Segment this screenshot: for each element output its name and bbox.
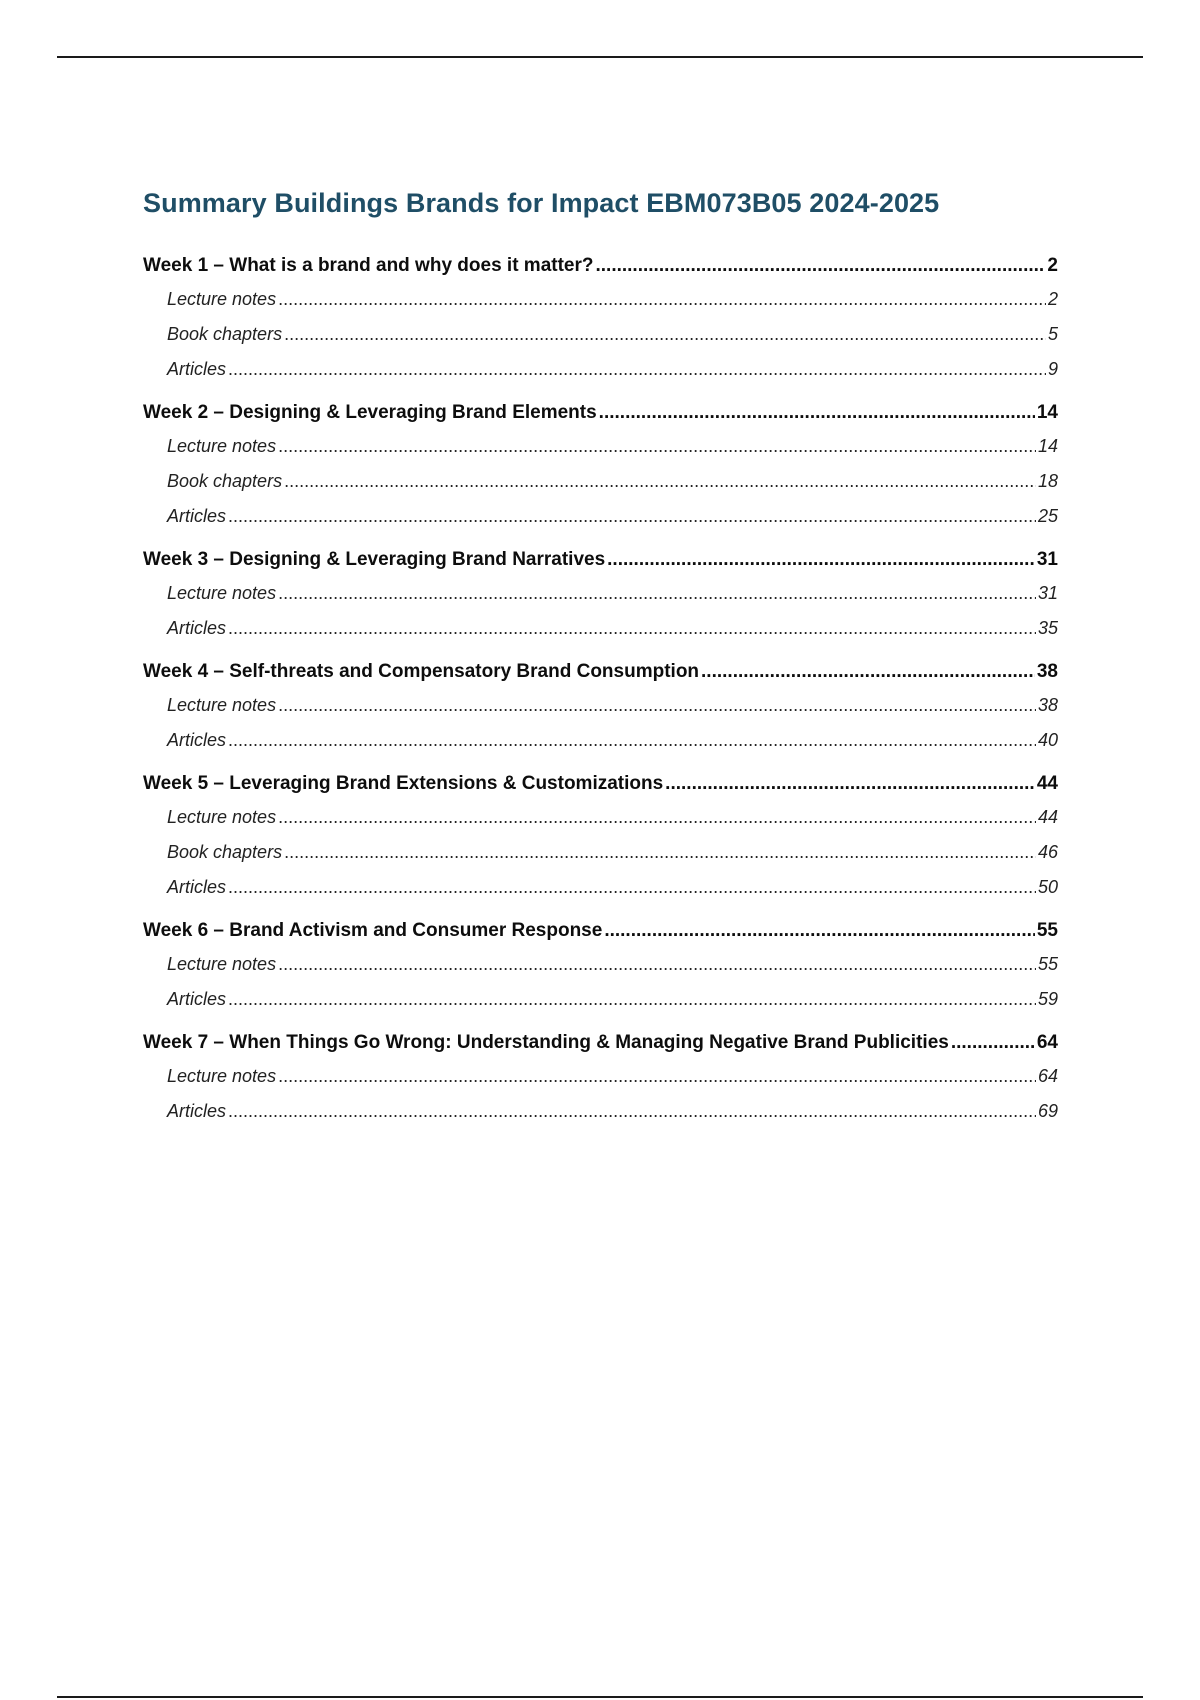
toc-entry-label: Articles [167,730,227,750]
toc-entry-label: Book chapters [167,471,283,491]
toc-entry-label: Lecture notes [167,436,277,456]
toc-entry-label: Lecture notes [167,954,277,974]
toc-entry-link[interactable] [143,464,1058,499]
dot-leader [228,352,1046,387]
toc-heading-label: Week 4 – Self-threats and Compensatory Brand Consumption [143,661,700,682]
toc-heading-label: Week 6 – Brand Activism and Consumer Response [143,920,603,941]
toc-entry-label: Book chapters [167,324,283,344]
dot-leader [951,1027,1035,1059]
toc-entry-label: Articles [167,1101,227,1121]
toc-heading-label: Week 1 – What is a brand and why does it matter? [143,255,594,276]
toc-entry-label: Lecture notes [167,583,277,603]
toc-page-number: 31 [1037,583,1058,603]
toc-entry-label: Lecture notes [167,695,277,715]
toc-entry-label: Articles [167,877,227,897]
dot-leader [607,544,1035,576]
toc-heading-link[interactable] [143,1027,1058,1059]
toc-week-4 [143,656,1058,758]
toc-page-number: 38 [1036,661,1058,682]
toc-week-5 [143,768,1058,905]
toc-heading-label: Week 5 – Leveraging Brand Extensions & Customizations [143,773,664,794]
dot-leader [604,915,1035,947]
dot-leader [278,576,1036,611]
dot-leader [228,723,1036,758]
dot-leader [278,429,1036,464]
toc-page-number: 44 [1036,773,1058,794]
toc-heading-link[interactable] [143,915,1058,947]
toc-heading-label: Week 7 – When Things Go Wrong: Understanding & Managing Negative Brand Publicities [143,1032,949,1053]
toc-week-1 [143,250,1058,387]
toc-entry-link[interactable] [143,429,1058,464]
dot-leader [278,800,1036,835]
toc-entry-label: Articles [167,359,227,379]
toc-page-number: 5 [1047,324,1058,344]
toc-page-number: 31 [1036,549,1058,570]
toc-heading-label: Week 2 – Designing & Leveraging Brand Elements [143,402,597,423]
toc-entry-label: Articles [167,618,227,638]
dot-leader [284,464,1036,499]
dot-leader [278,688,1036,723]
toc-page-number: 38 [1037,695,1058,715]
dot-leader [284,835,1036,870]
table-of-contents [143,250,1058,1129]
toc-entry-link[interactable] [143,870,1058,905]
toc-page-number: 50 [1037,877,1058,897]
toc-page-number: 44 [1037,807,1058,827]
toc-page-number: 2 [1047,289,1058,309]
page-title: Summary Buildings Brands for Impact EBM073B05 2024-2025 [143,188,940,218]
dot-leader [228,982,1036,1017]
toc-entry-link[interactable] [143,723,1058,758]
toc-week-6 [143,915,1058,1017]
toc-entry-label: Book chapters [167,842,283,862]
dot-leader [228,611,1036,646]
toc-page-number: 18 [1037,471,1058,491]
toc-entry-label: Articles [167,989,227,1009]
toc-entry-label: Lecture notes [167,1066,277,1086]
toc-page-number: 59 [1037,989,1058,1009]
dot-leader [228,870,1036,905]
toc-entry-link[interactable] [143,688,1058,723]
toc-week-7 [143,1027,1058,1129]
toc-week-3 [143,544,1058,646]
toc-entry-link[interactable] [143,800,1058,835]
toc-page-number: 25 [1037,506,1058,526]
toc-entry-label: Lecture notes [167,289,277,309]
header-rule [57,56,1143,58]
toc-entry-link[interactable] [143,1094,1058,1129]
toc-entry-link[interactable] [143,611,1058,646]
toc-entry-link[interactable] [143,317,1058,352]
toc-week-2 [143,397,1058,534]
toc-page-number: 64 [1036,1032,1058,1053]
toc-page-number: 46 [1037,842,1058,862]
toc-entry-link[interactable] [143,499,1058,534]
toc-heading-link[interactable] [143,768,1058,800]
toc-heading-link[interactable] [143,397,1058,429]
toc-page-number: 35 [1037,618,1058,638]
toc-entry-link[interactable] [143,982,1058,1017]
toc-entry-link[interactable] [143,835,1058,870]
toc-page-number: 14 [1037,436,1058,456]
dot-leader [278,1059,1036,1094]
dot-leader [278,947,1036,982]
dot-leader [228,499,1036,534]
dot-leader [228,1094,1036,1129]
dot-leader [284,317,1046,352]
toc-entry-link[interactable] [143,282,1058,317]
toc-entry-label: Articles [167,506,227,526]
dot-leader [278,282,1046,317]
toc-heading-label: Week 3 – Designing & Leveraging Brand Narratives [143,549,606,570]
toc-heading-link[interactable] [143,250,1058,282]
toc-page-number: 14 [1036,402,1058,423]
toc-page-number: 55 [1037,954,1058,974]
dot-leader [665,768,1035,800]
toc-entry-link[interactable] [143,352,1058,387]
toc-entry-link[interactable] [143,947,1058,982]
footer-rule [57,1696,1143,1698]
toc-entry-link[interactable] [143,576,1058,611]
dot-leader [595,250,1045,282]
toc-heading-link[interactable] [143,656,1058,688]
dot-leader [599,397,1035,429]
toc-page-number: 55 [1036,920,1058,941]
toc-page-number: 64 [1037,1066,1058,1086]
toc-page-number: 2 [1047,255,1058,276]
toc-page-number: 69 [1037,1101,1058,1121]
toc-entry-link[interactable] [143,1059,1058,1094]
toc-entry-label: Lecture notes [167,807,277,827]
toc-page-number: 40 [1037,730,1058,750]
toc-heading-link[interactable] [143,544,1058,576]
dot-leader [701,656,1035,688]
toc-page-number: 9 [1047,359,1058,379]
